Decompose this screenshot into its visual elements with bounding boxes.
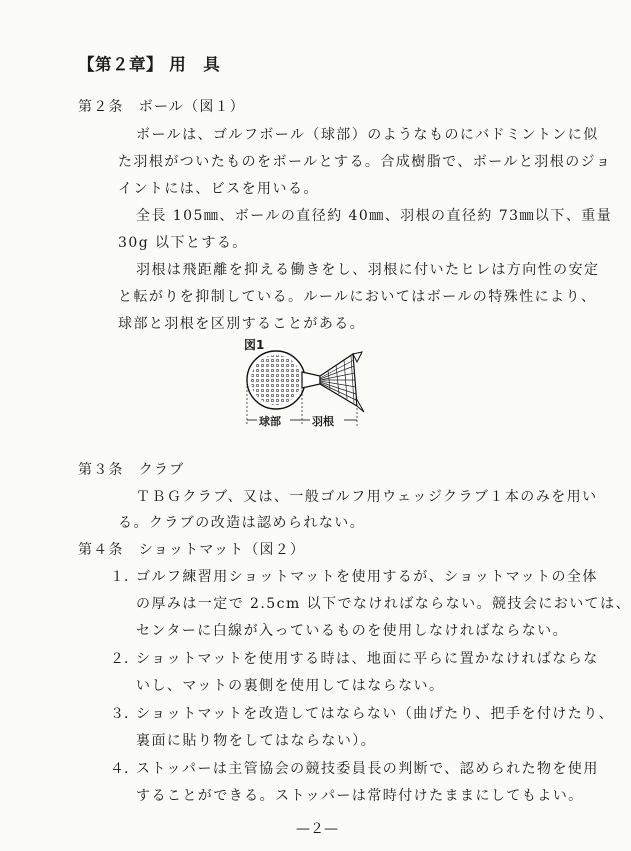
figure-1-ball-label: 球部 (259, 415, 281, 428)
item-1-line: センターに白線が入っているものを使用しなければならない。 (136, 623, 569, 639)
item-1-line: ゴルフ練習用ショットマットを使用するが、ショットマットの全体 (136, 569, 598, 585)
article-2-line: た羽根がついたものをボールとする。合成樹脂で、ボールと羽根のジョ (118, 154, 612, 170)
item-4-line: ストッパーは主管協会の競技委員長の判断で、認められた物を使用 (136, 761, 599, 777)
item-number: ４． (110, 761, 138, 777)
figure-1-feather-label: 羽根 (312, 415, 334, 428)
feather-fin (353, 352, 362, 362)
item-2-line: いし、マットの裏側を使用してはならない。 (136, 678, 445, 694)
item-3-line: 裏面に貼り物をしてはならない）。 (136, 733, 377, 749)
article-2-heading: 第２条 ボール（図１） (78, 99, 245, 115)
article-2-line: ボールは、ゴルフボール（球部）のようなものにバドミントンに似 (136, 127, 599, 143)
item-number: ３． (110, 706, 138, 722)
article-3-line: ＴＢＧクラブ、又は、一般ゴルフ用ウェッジクラブ１本のみを用い (136, 489, 598, 505)
figure-1-label: 図1 (244, 338, 265, 352)
item-number: １． (110, 569, 138, 585)
article-2-line: と転がりを抑制している。ルールにおいてはボールの特殊性により、 (118, 289, 597, 305)
page-number: —２— (296, 821, 338, 837)
item-number: ２． (110, 651, 138, 667)
article-3-heading: 第３条 クラブ (78, 462, 185, 478)
item-2-line: ショットマットを使用する時は、地面に平らに置かなければならな (136, 651, 599, 667)
item-3-line: ショットマットを改造してはならない（曲げたり、把手を付けたり、 (136, 706, 615, 722)
item-4-line: することができる。ストッパーは常時付けたままにしてもよい。 (136, 788, 584, 804)
article-2-line: 30g 以下とする。 (118, 235, 248, 251)
article-3-line: る。クラブの改造は認められない。 (118, 515, 366, 531)
article-4-heading: 第４条 ショットマット（図２） (78, 542, 306, 558)
item-1-line: の厚みは一定で 2.5cm 以下でなければならない。競技会においては、 (136, 596, 631, 612)
chapter-title: 【第２章】 用 具 (78, 55, 221, 74)
article-2-line: 全長 105㎜、ボールの直径約 40㎜、羽根の直径約 73㎜以下、重量 (136, 208, 613, 224)
ball-dimples (251, 355, 301, 405)
article-2-line: 球部と羽根を区別することがある。 (118, 316, 366, 332)
article-2-line: イントには、ビスを用いる。 (118, 181, 319, 197)
article-2-line: 羽根は飛距離を抑える働きをし、羽根に付いたヒレは方向性の安定 (136, 262, 600, 278)
ball-joint (302, 372, 320, 388)
